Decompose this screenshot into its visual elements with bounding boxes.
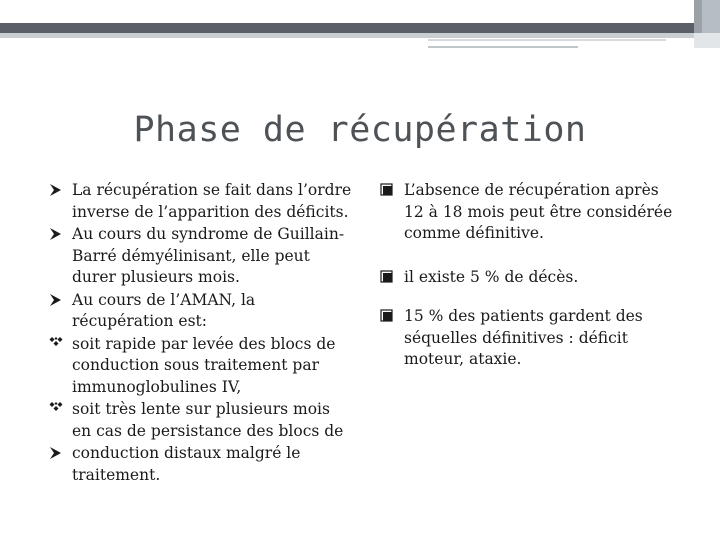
arrow-bullet-icon [48,290,70,307]
header-bar-light [0,33,694,38]
decor-line [428,39,666,41]
square-bullet-icon [380,306,402,323]
list-item-text: La récupération se fait dans l’ordre inverse de l’apparition des déficits. [72,181,352,221]
list-item [48,334,353,399]
diamond-bullet-icon [48,334,70,351]
arrow-bullet-icon [48,443,70,460]
right-column [380,180,680,393]
list-item-text: 15 % des patients gardent des séquelles définitives : déficit moteur, ataxie. [404,307,643,368]
diamond-bullet-icon [48,399,70,416]
list-item [380,267,680,289]
arrow-bullet-icon [48,224,70,241]
arrow-bullet-icon [48,180,70,197]
list-item-text: soit rapide par levée des blocs de conduction sous traitement par immunoglobulines IV, [72,334,336,396]
list-item [48,290,353,333]
list-item [48,399,353,442]
list-item [380,180,680,245]
list-item-text: L’absence de récupération après 12 à 18 mois peut être considérée comme définitive. [404,181,673,242]
list-item [48,443,353,486]
square-bullet-icon [380,267,402,284]
decor-line [428,46,578,48]
square-bullet-icon [380,180,402,197]
list-item [48,180,353,223]
slide-title: Phase de récupération [133,110,587,150]
list-item-text: conduction distaux malgré le traitement. [72,444,301,484]
header-bar-dark [0,23,694,33]
list-item [48,224,353,289]
list-item-text: il existe 5 % de décès. [404,267,579,286]
corner-square [694,0,702,33]
list-item [380,306,680,371]
corner-square [694,33,720,48]
left-column [48,180,353,487]
list-item-text: Au cours du syndrome de Guillain-Barré démyélinisant, elle peut durer plusieurs mois. [72,225,345,286]
list-item-text: soit très lente sur plusieurs mois en cas de persistance des blocs de [72,400,344,440]
corner-square [702,0,720,33]
list-item-text: Au cours de l’AMAN, la récupération est: [72,290,256,330]
